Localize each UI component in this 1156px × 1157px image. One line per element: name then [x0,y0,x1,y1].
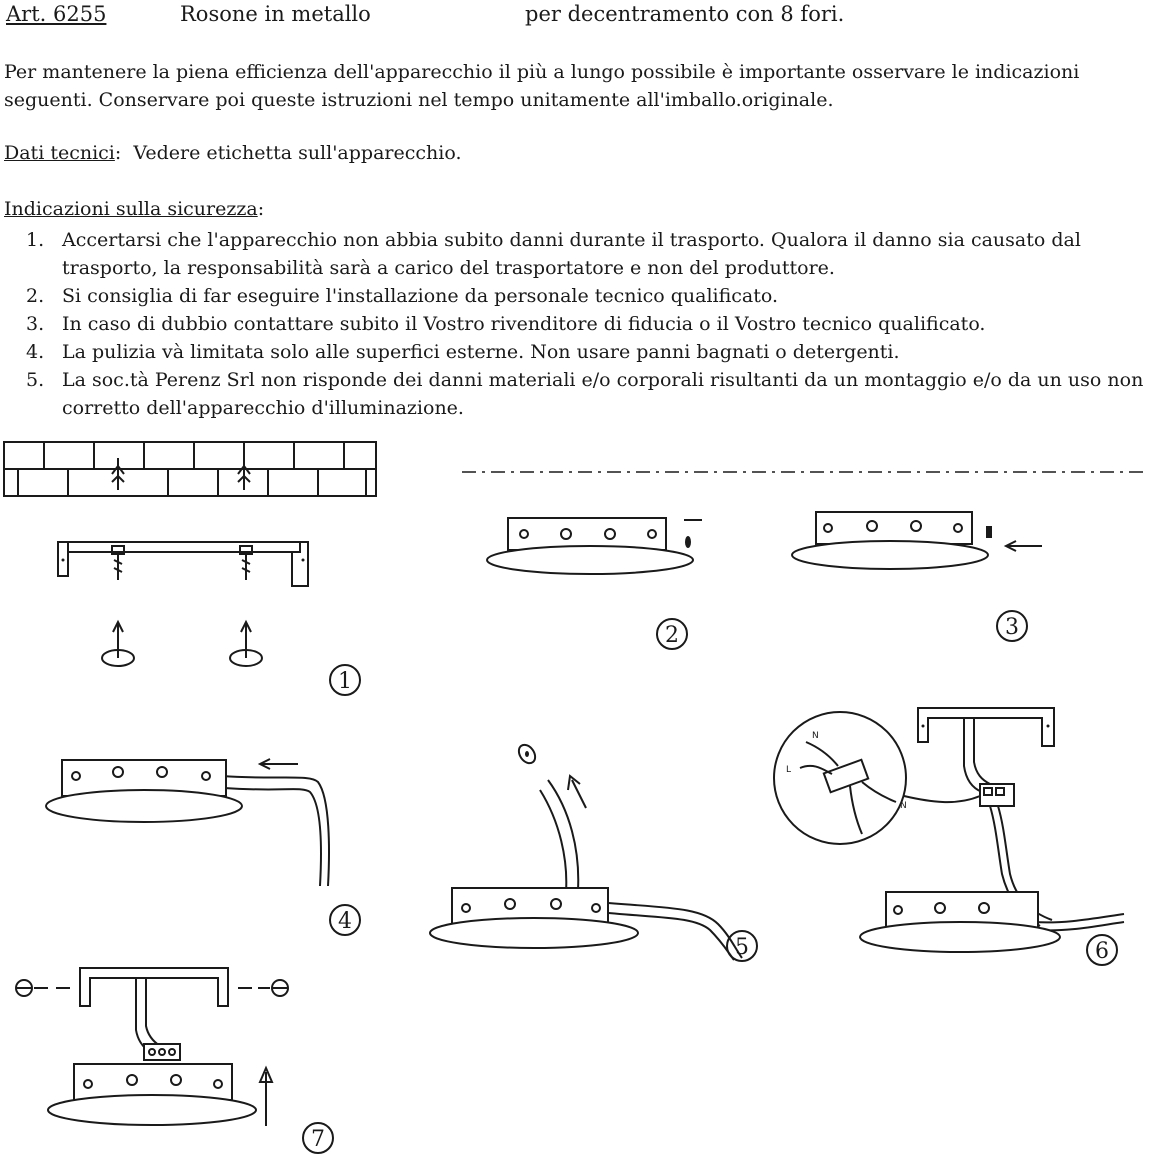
safety-heading: Indicazioni sulla sicurezza: [4,198,265,220]
list-item: 1. Accertarsi che l'apparecchio non abbia subito danni durante il trasporto. Qualora il danno sia causato dal trasporto, la responsabilità sarà a carico del trasportatore e non del produttore. [26,229,1081,279]
step-3-badge [997,611,1027,641]
list-item: 3. In caso di dubbio contattare subito il Vostro rivenditore di fiducia o il Vostro tecnico qualificato. [26,313,986,335]
technical-data: Dati tecnici: Vedere etichetta sull'apparecchio. [4,142,462,164]
screw-left-icon [16,980,70,996]
step-4-badge [330,905,360,935]
canopy-rosette [860,892,1060,952]
step-6-illustration [774,708,1124,965]
ceiling-brick-wall [4,442,376,496]
terminal-block [980,784,1014,806]
wall-plug-icon [238,458,250,490]
svg-text:7: 7 [311,1127,325,1152]
step-2-illustration [487,518,702,649]
mounting-bracket [80,968,228,1006]
arrow-left-icon [1006,541,1042,551]
svg-text:4: 4 [338,909,352,934]
list-item: 5. La soc.tà Perenz Srl non risponde dei danni materiali e/o corporali risultanti da un montaggio e/o da un uso non corretto dell'apparecchio d'illuminazione. [26,369,1144,419]
svg-text:N: N [900,801,907,811]
arrow-up-icon [568,776,586,808]
step-7-illustration [16,968,333,1153]
arrow-up-icon [260,1068,272,1126]
technical-data-text: Vedere etichetta sull'apparecchio. [133,142,462,164]
svg-text:2: 2 [665,623,679,648]
canopy-rosette [46,760,242,822]
step-5-illustration [430,742,757,961]
safety-heading-label: Indicazioni sulla sicurezza [4,198,258,220]
step-4-illustration [46,759,360,935]
terminal-block [144,1044,180,1060]
product-name: Rosone in metallo [180,2,371,26]
screw-right-icon [238,980,288,996]
mounting-bracket [58,542,308,586]
list-item: 2. Si consiglia di far eseguire l'installazione da personale tecnico qualificato. [26,285,779,307]
canopy-rosette [792,512,988,569]
article-number: Art. 6255 [6,2,107,26]
svg-text:1: 1 [338,669,352,694]
grommet-icon [516,742,539,766]
rotate-arrow-icon [102,622,134,666]
intro-paragraph: Per mantenere la piena efficienza dell'apparecchio il più a lungo possibile è importante osservare le indicazioni seguenti. Conservare poi queste istruzioni nel tempo unitamente all'imballo.originale. [4,61,1080,111]
step-2-badge [657,619,687,649]
canopy-rosette [430,888,638,948]
svg-text:6: 6 [1095,939,1109,964]
rotate-arrow-icon [230,622,262,666]
step-6-badge [1087,935,1117,965]
arrow-left-icon [260,759,298,769]
canopy-rosette [487,518,693,574]
wall-plug-icon [112,458,124,490]
installation-diagrams [0,430,1156,1157]
svg-text:L: L [786,765,792,775]
technical-data-label: Dati tecnici [4,142,115,164]
mounting-bracket [918,708,1054,746]
svg-text:5: 5 [735,935,749,960]
step-7-badge [303,1123,333,1153]
step-3-illustration [792,512,1042,641]
safety-list [4,226,1144,422]
canopy-rosette [48,1064,256,1125]
product-subtitle: per decentramento con 8 fori. [525,2,845,26]
step-1-badge [330,665,360,695]
svg-text:3: 3 [1005,615,1019,640]
wiring-detail-callout [774,712,980,844]
svg-text:N: N [812,731,819,741]
grommet-icon [986,526,992,538]
step-5-badge [727,931,757,961]
step-1-illustration [4,442,376,695]
grommet-icon [684,520,702,548]
list-item: 4. La pulizia và limitata solo alle superfici esterne. Non usare panni bagnati o detergenti. [26,341,900,363]
